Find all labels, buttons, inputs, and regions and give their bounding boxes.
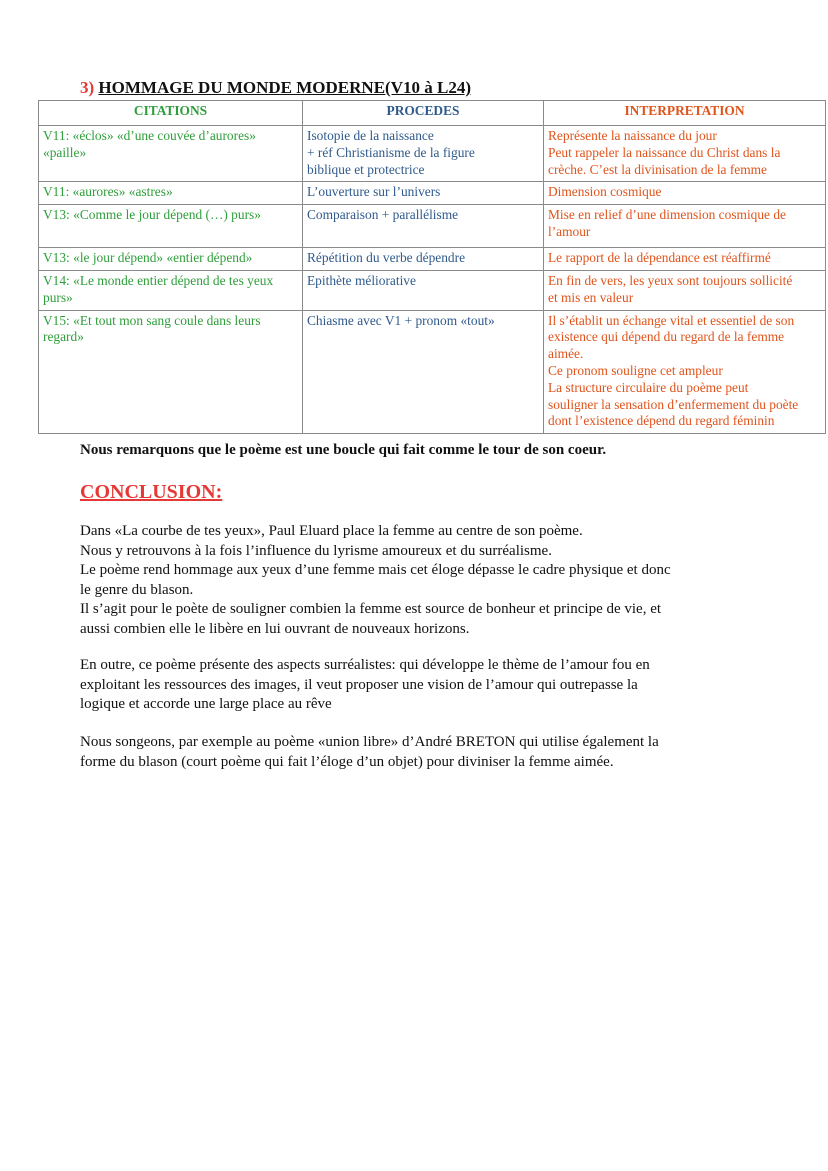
procede-cell: Isotopie de la naissance + réf Christianisme de la figure biblique et protectrice bbox=[303, 126, 544, 182]
procede-cell: L’ouverture sur l’univers bbox=[303, 182, 544, 205]
table-row bbox=[39, 205, 826, 248]
interpretation-cell: Mise en relief d’une dimension cosmique de l’amour bbox=[544, 205, 826, 248]
section-title-text: HOMMAGE DU MONDE MODERNE bbox=[98, 78, 386, 97]
citation-cell: V13: «Comme le jour dépend (…) purs» bbox=[39, 205, 303, 248]
citation-cell: V11: «éclos» «d’une couvée d’aurores» «paille» bbox=[39, 126, 303, 182]
section-number: 3) bbox=[80, 78, 95, 97]
section-title bbox=[80, 78, 471, 98]
header-interpretation: INTERPRETATION bbox=[544, 101, 826, 126]
interpretation-cell: Dimension cosmique bbox=[544, 182, 826, 205]
citation-cell: V14: «Le monde entier dépend de tes yeux purs» bbox=[39, 270, 303, 310]
procede-cell: Epithète méliorative bbox=[303, 270, 544, 310]
table-row bbox=[39, 248, 826, 271]
header-citations: CITATIONS bbox=[39, 101, 303, 126]
conclusion-heading: CONCLUSION: bbox=[80, 481, 223, 503]
conclusion-paragraph: Nous songeons, par exemple au poème «union libre» d’André BRETON qui utilise également la forme du blason (court poème qui fait l’éloge d’un objet) pour diviniser la femme aimée. bbox=[80, 734, 659, 770]
citation-cell: V13: «le jour dépend» «entier dépend» bbox=[39, 248, 303, 271]
table-row bbox=[39, 310, 826, 434]
conclusion-paragraph: Dans «La courbe de tes yeux», Paul Eluard place la femme au centre de son poème. Nous y retrouvons à la fois l’influence du lyrisme amoureux et du surréalisme. Le poème rend hommage aux yeux d’une femme mais cet éloge dépasse le cadre physique et donc le genre du blason. Il s’agit pour le poète de souligner combien la femme est source de bonheur et principe de vie, et aussi combien elle le libère en lui ouvrant de nouveaux horizons. bbox=[80, 523, 671, 637]
interpretation-cell: Il s’établit un échange vital et essentiel de son existence qui dépend du regard de la femme aimée. Ce pronom souligne cet ampleur La structure circulaire du poème peut souligner la sensation d’enfermement du poète dont l’existence dépend du regard féminin bbox=[544, 310, 826, 434]
table-row bbox=[39, 270, 826, 310]
procede-cell: Chiasme avec V1 + pronom «tout» bbox=[303, 310, 544, 434]
table-header-row bbox=[39, 101, 826, 126]
remark-sentence: Nous remarquons que le poème est une boucle qui fait comme le tour de son coeur. bbox=[80, 442, 607, 458]
interpretation-cell: Représente la naissance du jour Peut rappeler la naissance du Christ dans la crèche. C’est la divinisation de la femme bbox=[544, 126, 826, 182]
analysis-table bbox=[38, 100, 826, 434]
procede-cell: Comparaison + parallélisme bbox=[303, 205, 544, 248]
table-row bbox=[39, 126, 826, 182]
citation-cell: V15: «Et tout mon sang coule dans leurs regard» bbox=[39, 310, 303, 434]
table-row bbox=[39, 182, 826, 205]
conclusion-paragraph: En outre, ce poème présente des aspects surréalistes: qui développe le thème de l’amour fou en exploitant les ressources des images, il veut proposer une vision de l’amour qui outrepasse la logique et accorde une large place au rêve bbox=[80, 657, 650, 712]
citation-cell: V11: «aurores» «astres» bbox=[39, 182, 303, 205]
interpretation-cell: Le rapport de la dépendance est réaffirmé bbox=[544, 248, 826, 271]
section-range: (V10 à L24) bbox=[385, 78, 471, 97]
interpretation-cell: En fin de vers, les yeux sont toujours sollicité et mis en valeur bbox=[544, 270, 826, 310]
header-procedes: PROCEDES bbox=[303, 101, 544, 126]
procede-cell: Répétition du verbe dépendre bbox=[303, 248, 544, 271]
